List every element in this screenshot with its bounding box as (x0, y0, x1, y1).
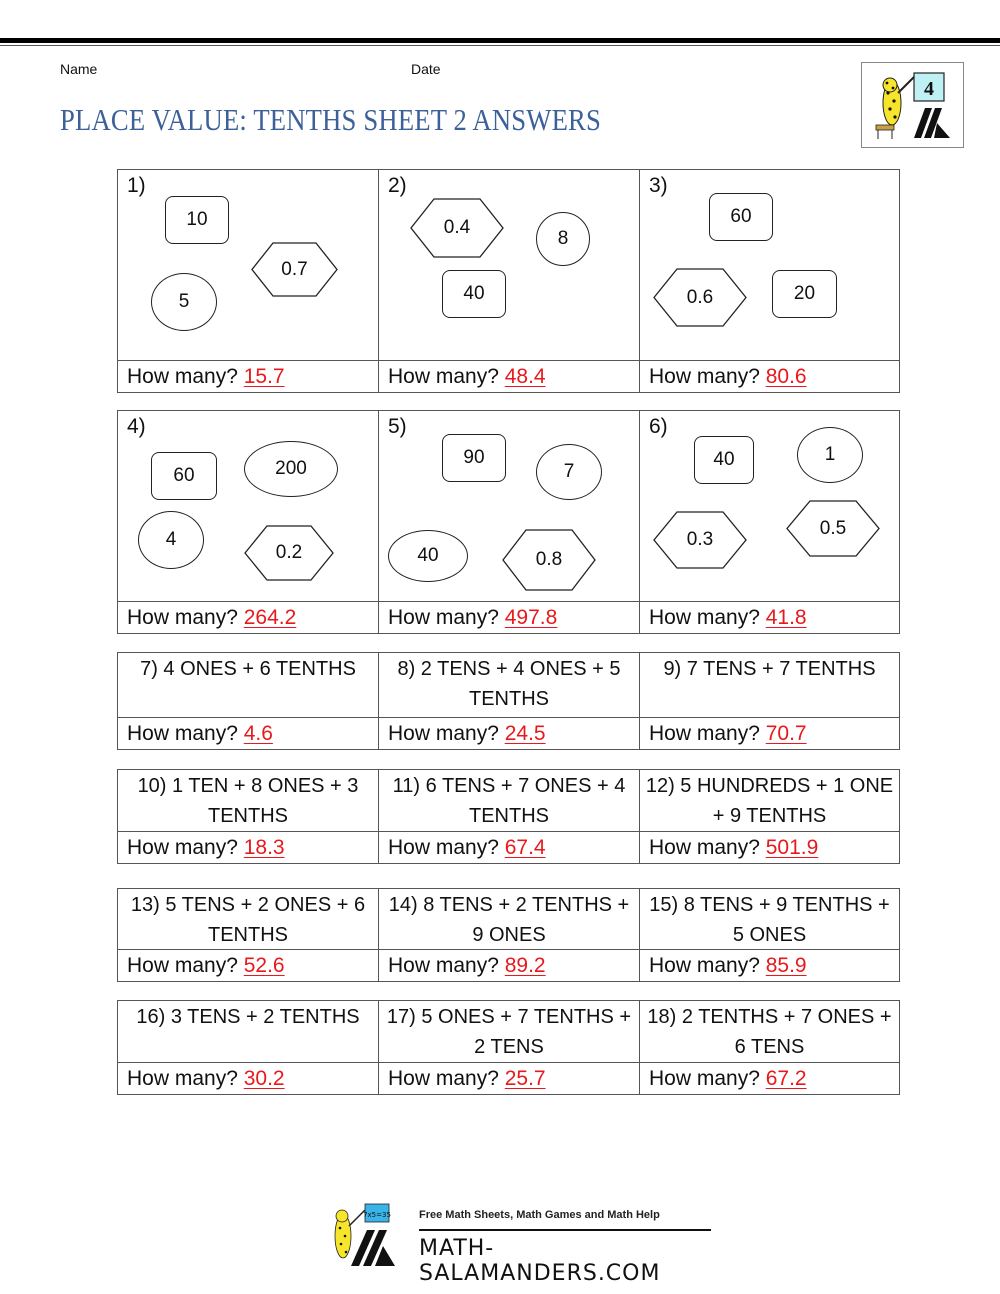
question-number: 4) (127, 415, 146, 438)
oval-shape: 40 (388, 530, 468, 582)
question-12: 12) 5 HUNDREDS + 1 ONE + 9 TENTHS (640, 770, 899, 832)
question-14: 14) 8 TENS + 2 TENTHS + 9 ONES (379, 889, 640, 950)
shape-question-grid-2 (117, 410, 900, 634)
text-question-grid-3 (117, 888, 900, 982)
question-15: 15) 8 TENS + 9 TENTHS + 5 ONES (640, 889, 899, 950)
answer-value: 30.2 (243, 1067, 285, 1090)
rect-shape: 40 (694, 436, 754, 484)
question-2 (379, 170, 640, 361)
answer-1: How many? 15.7 (118, 361, 379, 392)
answer-9: How many? 70.7 (649, 722, 807, 745)
rect-shape: 10 (165, 196, 229, 244)
answer-7: How many? 4.6 (118, 718, 379, 749)
answer-value: 89.2 (504, 954, 546, 977)
hexagon-shape: 0.4 (410, 198, 504, 258)
answer-value: 85.9 (765, 954, 807, 977)
answer-11: How many? 67.4 (379, 832, 640, 863)
hexagon-shape: 0.3 (653, 511, 747, 569)
question-number: 6) (649, 415, 668, 438)
answer-value: 70.7 (765, 722, 807, 745)
top-rule-thin (0, 45, 1000, 46)
answer-18: How many? 67.2 (649, 1067, 807, 1090)
answer-value: 67.2 (765, 1067, 807, 1090)
oval-shape: 8 (536, 212, 590, 266)
answer-2: How many? 48.4 (379, 361, 640, 392)
date-label: Date (411, 61, 441, 77)
answer-16: How many? 30.2 (118, 1063, 379, 1094)
text-question-grid-1 (117, 652, 900, 750)
hexagon-shape: 0.2 (244, 525, 334, 581)
rect-shape: 60 (709, 193, 773, 241)
answer-value: 41.8 (765, 606, 807, 629)
answer-8: How many? 24.5 (379, 718, 640, 749)
answer-12: How many? 501.9 (649, 836, 819, 859)
answer-4: How many? 264.2 (118, 602, 379, 633)
footer-divider (419, 1229, 711, 1231)
answer-value: 264.2 (243, 606, 297, 629)
question-13: 13) 5 TENS + 2 ONES + 6 TENTHS (118, 889, 379, 950)
question-5 (379, 411, 640, 602)
answer-10: How many? 18.3 (118, 832, 379, 863)
top-rule (0, 38, 1000, 43)
logo-grade-number: 4 (924, 78, 934, 100)
answer-value: 48.4 (504, 365, 546, 388)
answer-14: How many? 89.2 (379, 950, 640, 981)
answer-6: How many? 41.8 (649, 606, 807, 629)
question-18: 18) 2 TENTHS + 7 ONES + 6 TENS (640, 1001, 899, 1063)
name-label: Name (60, 61, 98, 77)
oval-shape: 7 (536, 444, 602, 500)
page-title: PLACE VALUE: TENTHS SHEET 2 ANSWERS (60, 102, 602, 137)
rect-shape: 60 (151, 452, 217, 500)
footer-site-name: MATH-SALAMANDERS.COM (419, 1236, 661, 1286)
rect-shape: 20 (772, 270, 837, 318)
answer-value: 67.4 (504, 836, 546, 859)
question-17: 17) 5 ONES + 7 TENTHS + 2 TENS (379, 1001, 640, 1063)
answer-17: How many? 25.7 (379, 1063, 640, 1094)
answer-13: How many? 52.6 (118, 950, 379, 981)
answer-value: 25.7 (504, 1067, 546, 1090)
footer-logo (323, 1200, 713, 1286)
question-10: 10) 1 TEN + 8 ONES + 3 TENTHS (118, 770, 379, 832)
text-question-grid-4 (117, 1000, 900, 1095)
question-11: 11) 6 TENS + 7 ONES + 4 TENTHS (379, 770, 640, 832)
answer-value: 24.5 (504, 722, 546, 745)
rect-shape: 90 (442, 434, 506, 482)
hexagon-shape: 0.5 (786, 500, 880, 557)
question-6 (640, 411, 899, 602)
question-1 (118, 170, 379, 361)
question-8: 8) 2 TENS + 4 ONES + 5 TENTHS (379, 653, 640, 718)
answer-value: 18.3 (243, 836, 285, 859)
oval-shape: 200 (244, 441, 338, 497)
answer-value: 15.7 (243, 365, 285, 388)
question-4 (118, 411, 379, 602)
answer-value: 497.8 (504, 606, 558, 629)
question-7: 7) 4 ONES + 6 TENTHS (118, 653, 379, 718)
answer-value: 501.9 (765, 836, 819, 859)
oval-shape: 5 (151, 273, 217, 331)
rect-shape: 40 (442, 270, 506, 318)
salamander-logo (861, 62, 964, 148)
question-number: 1) (127, 174, 146, 197)
question-number: 5) (388, 415, 407, 438)
question-16: 16) 3 TENS + 2 TENTHS (118, 1001, 379, 1063)
question-number: 2) (388, 174, 407, 197)
hexagon-shape: 0.8 (502, 529, 596, 591)
question-9: 9) 7 TENS + 7 TENTHS (640, 653, 899, 718)
question-number: 3) (649, 174, 668, 197)
footer-tagline: Free Math Sheets, Math Games and Math Help (419, 1209, 660, 1221)
answer-3: How many? 80.6 (649, 365, 807, 388)
answer-15: How many? 85.9 (649, 954, 807, 977)
oval-shape: 4 (138, 511, 204, 569)
oval-shape: 1 (797, 427, 863, 483)
answer-value: 4.6 (243, 722, 273, 745)
svg-text:7x5=35: 7x5=35 (363, 1211, 391, 1219)
hexagon-shape: 0.7 (251, 242, 338, 297)
salamander-mascot-icon (323, 1200, 419, 1272)
salamander-easel-icon (862, 63, 963, 147)
answer-5: How many? 497.8 (379, 602, 640, 633)
answer-value: 80.6 (765, 365, 807, 388)
question-3 (640, 170, 899, 361)
text-question-grid-2 (117, 769, 900, 864)
hexagon-shape: 0.6 (653, 268, 747, 327)
shape-question-grid-1 (117, 169, 900, 393)
answer-value: 52.6 (243, 954, 285, 977)
